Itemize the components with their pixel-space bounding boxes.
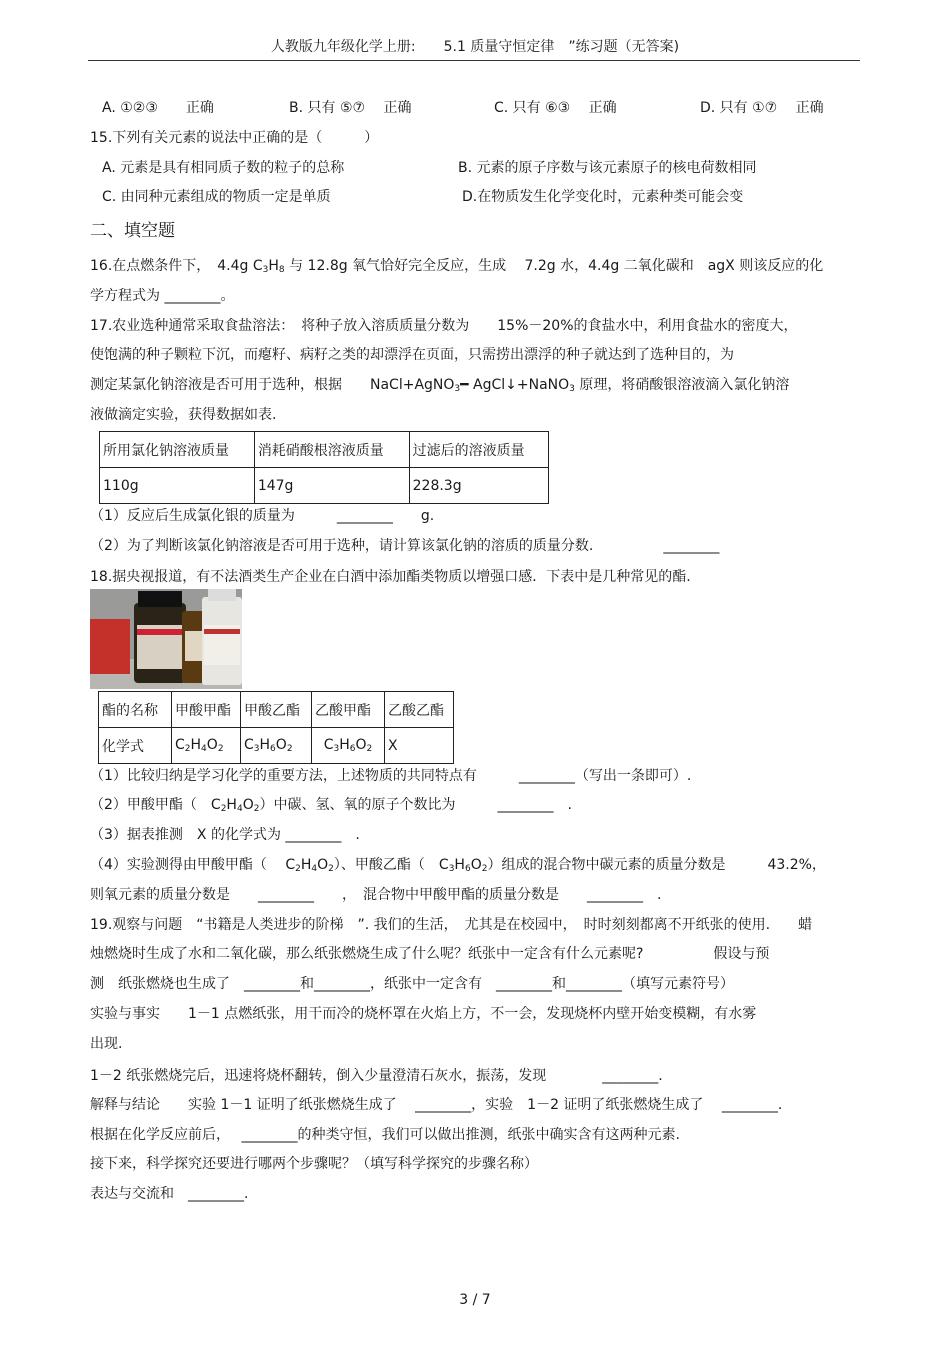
q15-stem: 15.下列有关元素的说法中正确的是（ ）: [90, 130, 379, 146]
q18-ester-table: [98, 691, 454, 764]
table-header-cell: 过滤后的溶液质量: [409, 432, 548, 468]
table-cell: 110g: [100, 468, 255, 504]
q19-line10: 表达与交流和 ________.: [90, 1186, 249, 1202]
q16-line2: 学方程式为 ________。: [90, 288, 235, 304]
q19-line3: 测 纸张燃烧也生成了 ________和________，纸张中一定含有 ________和________（填写元素符号）: [90, 976, 734, 992]
q19-line2: 烛燃烧时生成了水和二氧化碳，那么纸张燃烧生成了什么呢？纸张中一定含有什么元素呢? 假设与预: [90, 946, 770, 962]
table-cell: 乙酸乙酯: [385, 692, 454, 728]
formula-cell: $C_3H_6O_2$: [241, 728, 312, 764]
q17-line2: 使饱满的种子颗粒下沉，而瘪籽、病籽之类的却漂浮在页面，只需捞出漂浮的种子就达到了选种目的，为: [90, 347, 734, 363]
table-cell: 酯的名称: [99, 692, 172, 728]
section-title-fill-blank: 二、填空题: [90, 221, 175, 241]
q19-line9: 接下来，科学探究还要进行哪两个步骤呢？（填写科学探究的步骤名称）: [90, 1156, 538, 1172]
q15-option-d: D.在物质发生化学变化时，元素种类可能会变: [462, 189, 744, 205]
q19-line4: 实验与事实 1－1 点燃纸张，用干而冷的烧杯罩在火焰上方，不一会，发现烧杯内壁开始变模糊，有水雾: [90, 1006, 757, 1022]
q17-sub2: （2）为了判断该氯化钠溶液是否可用于选种，请计算该氯化钠的溶质的质量分数. ________: [90, 538, 720, 554]
q18-sub4-line2: 则氧元素的质量分数是 ________ ， 混合物中甲酸甲酯的质量分数是 ________ .: [90, 887, 662, 903]
q14-option-a: A. ①②③ 正确: [102, 100, 214, 116]
q19-line1: 19.观察与问题 “书籍是人类进步的阶梯 ”. 我们的生活， 尤其是在校园中， 时时刻刻都离不开纸张的使用. 蜡: [90, 917, 813, 933]
q17-line4: 液做滴定实验，获得数据如表.: [90, 407, 277, 423]
formula-cell: $C_3H_6O_2$: [312, 728, 385, 764]
table-header-cell: 所用氯化钠溶液质量: [100, 432, 255, 468]
q15-option-a: A. 元素是具有相同质子数的粒子的总称: [102, 160, 345, 176]
q18-sub2: （2）甲酸甲酯（ $C_2H_4O_2$）中碳、氢、氧的原子个数比为 ________ .: [90, 797, 572, 814]
page-number: 3 / 7: [459, 1292, 491, 1308]
formula-cell: $C_2H_4O_2$: [172, 728, 241, 764]
table-cell: 化学式: [99, 728, 172, 764]
q17-line1: 17.农业选种通常采取食盐溶法： 将种子放入溶质质量分数为 15%－20%的食盐水中，利用食盐水的密度大，: [90, 318, 798, 334]
q19-line5: 出现.: [90, 1036, 123, 1052]
q18-stem: 18.据央视报道，有不法酒类生产企业在白酒中添加酯类物质以增强口感．下表中是几种常见的酯.: [90, 569, 691, 585]
q15-option-b: B. 元素的原子序数与该元素原子的核电荷数相同: [458, 160, 757, 176]
q14-option-b: B. 只有 ⑤⑦ 正确: [289, 100, 412, 116]
q18-sub4: （4）实验测得由甲酸甲酯（ $C_2H_4O_2$）、甲酸乙酯（ $C_3H_6O_2$）组成的混合物中碳元素的质量分数是 43.2%，: [90, 857, 826, 874]
q17-line3: 测定某氯化钠溶液是否可用于选种，根据 NaCl+AgNO$_3$━ AgCl↓+NaNO$_3$ 原理，将硝酸银溶液滴入氯化钠溶: [90, 377, 790, 394]
q14-option-d: D. 只有 ①⑦ 正确: [700, 100, 824, 116]
q17-data-table: [99, 431, 549, 504]
table-cell: 甲酸甲酯: [172, 692, 241, 728]
q19-line6: 1－2 纸张燃烧完后，迅速将烧杯翻转，倒入少量澄清石灰水，振荡，发现 ________.: [90, 1068, 663, 1084]
q15-option-c: C. 由同种元素组成的物质一定是单质: [102, 189, 331, 205]
table-cell: 228.3g: [409, 468, 548, 504]
table-cell: 147g: [254, 468, 409, 504]
table-cell: X: [385, 728, 454, 764]
q18-sub3: （3）据表推测 X 的化学式为 ________ .: [90, 827, 360, 843]
q17-sub1: （1）反应后生成氯化银的质量为 ________ g.: [90, 508, 435, 524]
q14-option-c: C. 只有 ⑥③ 正确: [494, 100, 617, 116]
q18-sub1: （1）比较归纳是学习化学的重要方法，上述物质的共同特点有 ________（写出一条即可）.: [90, 768, 692, 784]
q19-line8: 根据在化学反应前后， ________的种类守恒，我们可以做出推测，纸张中确实含有这两种元素.: [90, 1127, 680, 1143]
header-rule: [88, 60, 860, 61]
table-cell: 乙酸甲酯: [312, 692, 385, 728]
table-cell: 甲酸乙酯: [241, 692, 312, 728]
q19-line7: 解释与结论 实验 1－1 证明了纸张燃烧生成了 ________，实验 1－2 证明了纸张燃烧生成了 ________.: [90, 1097, 783, 1113]
q16-line1: 16.在点燃条件下， 4.4g $C_3H_8$ 与 12.8g 氧气恰好完全反应，生成 7.2g 水，4.4g 二氧化碳和 agX 则该反应的化: [90, 258, 824, 275]
page-header: 人教版九年级化学上册: 5.1 质量守恒定律 ”练习题（无答案): [270, 39, 680, 55]
ester-bottles-photo: [90, 589, 242, 689]
table-header-cell: 消耗硝酸根溶液质量: [254, 432, 409, 468]
